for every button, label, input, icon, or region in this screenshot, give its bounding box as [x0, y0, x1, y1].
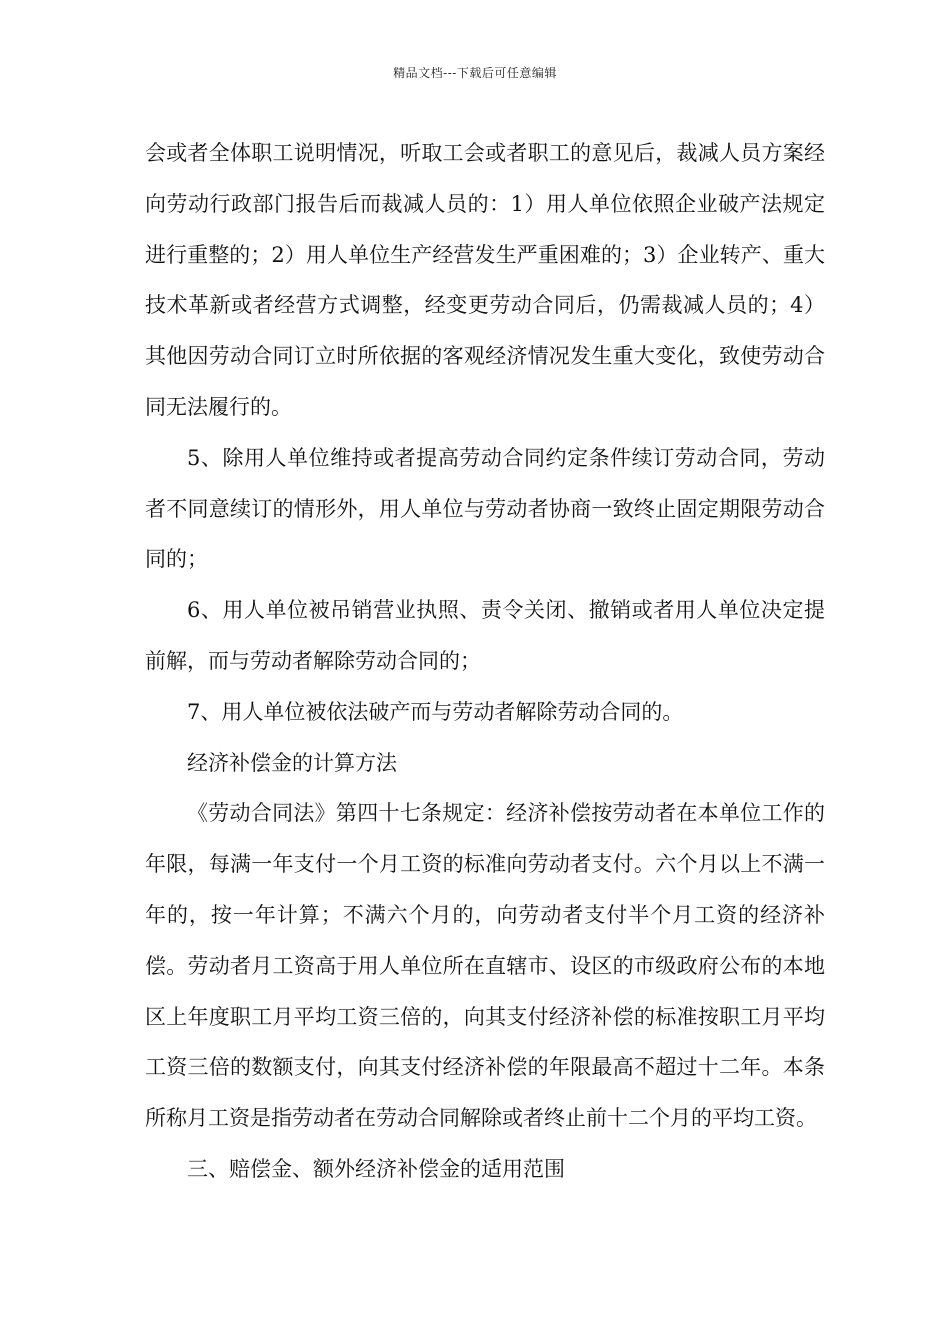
- paragraph-item-5: 5、除用人单位维持或者提高劳动合同约定条件续订劳动合同，劳动者不同意续订的情形外，用人单位与劳动者协商一致终止固定期限劳动合同的；: [145, 445, 825, 572]
- section-heading-calculation: 经济补偿金的计算方法: [187, 750, 397, 775]
- paragraph-layoff-conditions: 会或者全体职工说明情况，听取工会或者职工的意见后，裁减人员方案经向劳动行政部门报告后而裁减人员的：1）用人单位依照企业破产法规定进行重整的；2）用人单位生产经营发生严重困难的；3）企业转产、重大技术革新或者经营方式调整，经变更劳动合同后，仍需裁减人员的；4）其他因劳动合同订立时所依据的客观经济情况发生重大变化，致使劳动合同无法履行的。: [145, 141, 825, 419]
- paragraph-article-47: 《劳动合同法》第四十七条规定：经济补偿按劳动者在本单位工作的年限，每满一年支付一个月工资的标准向劳动者支付。六个月以上不满一年的，按一年计算；不满六个月的，向劳动者支付半个月工资的经济补偿。劳动者月工资高于用人单位所在直辖市、设区的市级政府公布的本地区上年度职工月平均工资三倍的，向其支付经济补偿的标准按职工月平均工资三倍的数额支付，向其支付经济补偿的年限最高不超过十二年。本条所称月工资是指劳动者在劳动合同解除或者终止前十二个月的平均工资。: [145, 801, 825, 1131]
- document-body: [145, 128, 825, 1195]
- paragraph-item-7: 7、用人单位被依法破产而与劳动者解除劳动合同的。: [187, 699, 684, 724]
- paragraph-item-6: 6、用人单位被吊销营业执照、责令关闭、撤销或者用人单位决定提前解，而与劳动者解除劳动合同的；: [145, 598, 825, 673]
- section-heading-compensation-scope: 三、赔偿金、额外经济补偿金的适用范围: [187, 1156, 565, 1181]
- page-header: 精品文档---下载后可任意编辑: [393, 66, 557, 80]
